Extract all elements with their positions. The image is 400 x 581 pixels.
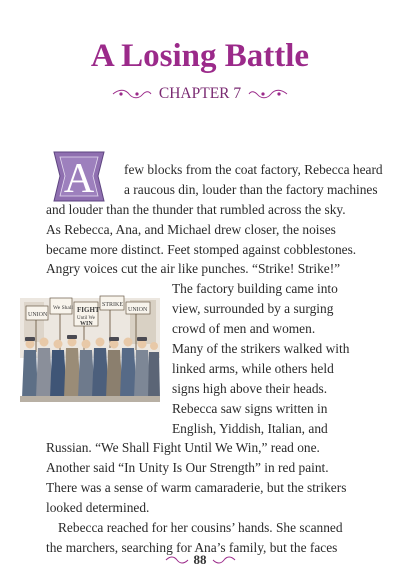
swirl-flourish-icon — [212, 556, 236, 564]
swirl-flourish-icon — [165, 556, 189, 564]
chapter-number: CHAPTER 7 — [158, 85, 242, 102]
chapter-heading — [0, 86, 400, 102]
text-line: The factory building came into — [172, 281, 338, 297]
sign-text: Until We — [77, 316, 95, 321]
sign-text: WIN — [80, 321, 93, 327]
text-line: linked arms, while others held — [172, 360, 334, 376]
text-line: and louder than the thunder that rumbled across the sky. — [46, 201, 346, 217]
chapter-title: A Losing Battle — [90, 38, 310, 74]
text-line: Rebecca reached for her cousins’ hands. She scanned — [58, 520, 343, 536]
page-number: 88 — [193, 552, 207, 567]
text-line: crowd of men and women. — [172, 321, 316, 337]
text-line: the marchers, searching for Ana’s family, but the faces — [46, 539, 338, 555]
text-line: signs high above their heads. — [172, 380, 328, 396]
text-line: became more distinct. Feet stomped against cobblestones. — [46, 241, 357, 257]
text-line: a raucous din, louder than the factory machines — [124, 181, 378, 197]
sign-text: UNION — [28, 312, 48, 318]
sign-text: UNION — [128, 307, 148, 313]
scroll-flourish-icon — [247, 88, 289, 100]
text-line: English, Yiddish, Italian, and — [172, 420, 328, 436]
text-line: Another said “In Unity Is Our Strength” in red paint. — [46, 460, 329, 476]
text-line: Many of the strikers walked with — [172, 341, 350, 357]
text-line: Angry voices cut the air like punches. “Strike! Strike!” — [46, 261, 341, 277]
sign-text: STRIKE — [102, 302, 123, 308]
page-footer — [0, 552, 400, 568]
strikers-illustration — [20, 292, 160, 404]
text-line: few blocks from the coat factory, Rebecca heard — [124, 162, 383, 177]
text-line: There was a sense of warm camaraderie, but the strikers — [46, 480, 347, 496]
sign-text: We Shall — [53, 305, 73, 311]
scroll-flourish-icon — [111, 88, 153, 100]
drop-cap-letter: A — [63, 156, 95, 202]
text-line: looked determined. — [46, 500, 150, 516]
text-line: view, surrounded by a surging — [172, 301, 334, 317]
sign-text: FIGHT — [77, 306, 100, 314]
text-line: Russian. “We Shall Fight Until We Win,” read one. — [46, 440, 320, 456]
text-line: As Rebecca, Ana, and Michael drew closer, the noises — [46, 221, 336, 237]
text-line: Rebecca saw signs written in — [172, 400, 328, 416]
